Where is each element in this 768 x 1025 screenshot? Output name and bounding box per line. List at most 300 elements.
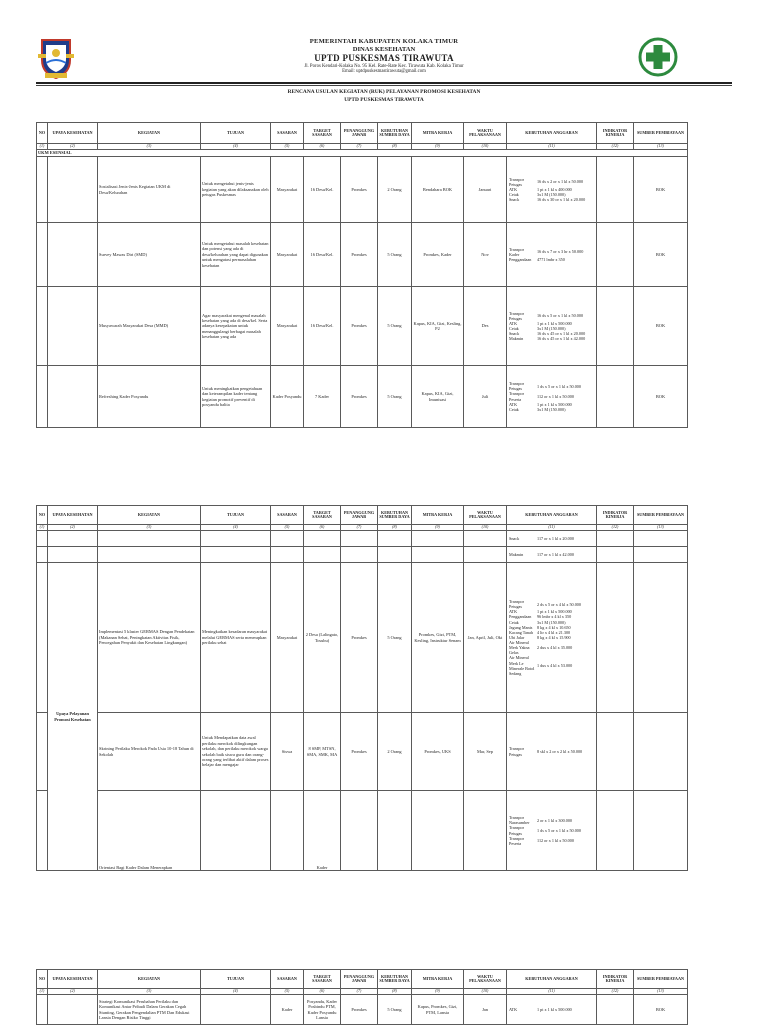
col-number: (2) xyxy=(48,525,98,531)
pj-cell: Promkes xyxy=(341,287,378,366)
pj-cell: Promkes xyxy=(341,713,378,791)
anggaran-calc: 1 pt x 1 kl x 500.000 xyxy=(537,609,572,615)
anggaran-cell xyxy=(507,287,597,366)
waktu-cell: Januari xyxy=(464,157,507,223)
ksd-cell: 5 Orang xyxy=(378,287,412,366)
empty-cell xyxy=(37,531,48,547)
col-number: (1) xyxy=(37,989,48,995)
col-number: (8) xyxy=(378,989,412,995)
col-waktu: WAKTU PELAKSANAAN xyxy=(464,970,507,989)
no-cell xyxy=(37,563,48,713)
col-number: (3) xyxy=(98,989,201,995)
anggaran-line xyxy=(508,197,595,202)
waktu-cell: Des xyxy=(464,287,507,366)
upaya-cell xyxy=(48,995,98,1025)
document-title xyxy=(0,88,768,105)
anggaran-list xyxy=(508,536,595,541)
anggaran-line xyxy=(508,177,595,187)
letterhead-address: Jl. Poros Kendari-Kolaka No. 95 Kel. Rate-Rate Kec. Tirawuta Kab. Kolaka Timur xyxy=(304,63,464,69)
indikator-cell xyxy=(597,287,634,366)
indikator-cell xyxy=(597,223,634,287)
indikator-cell xyxy=(597,563,634,713)
document-page-3 xyxy=(0,966,768,1024)
anggaran-line xyxy=(508,825,595,835)
pj-cell: Promkes xyxy=(341,157,378,223)
anggaran-calc: 1 pt x 1 kl x 500.000 xyxy=(537,1006,572,1012)
mitra-cell xyxy=(412,791,464,871)
indikator-cell xyxy=(597,791,634,871)
ksd-cell: 2 Orang xyxy=(378,713,412,791)
empty-cell xyxy=(304,547,341,563)
indikator-cell xyxy=(597,157,634,223)
anggaran-list xyxy=(508,599,595,676)
anggaran-item: Jagung Manis xyxy=(509,624,533,630)
anggaran-calc: 1 pt x 1 kl x 500.000 xyxy=(537,320,572,326)
table-row xyxy=(37,995,688,1025)
anggaran-list xyxy=(508,381,595,412)
col-kegiatan: KEGIATAN xyxy=(98,970,201,989)
kegiatan-cell: Refreshing Kader Posyandu xyxy=(98,366,201,428)
col-target: TARGET SASARAN xyxy=(304,506,341,525)
empty-cell xyxy=(378,531,412,547)
indikator-cell xyxy=(597,366,634,428)
col-number: (4) xyxy=(201,989,271,995)
no-cell xyxy=(37,791,48,871)
col-kegiatan: KEGIATAN xyxy=(98,123,201,144)
empty-cell xyxy=(634,547,688,563)
letterhead-department: DINAS KESEHATAN xyxy=(352,45,416,53)
carry-row xyxy=(37,531,688,547)
kegiatan-cell: Strategi Komunikasi Perubahan Perilaku dan Komunikasi Antar Pribadi Dalam Gerakan Cegah Stunting, Gerakan Pengendalian PTM Dan Edukasi Lansia Dengan Risiko Tinggi xyxy=(98,995,201,1025)
sasaran-cell: Masyarakat xyxy=(271,287,304,366)
letterhead-government: PEMERINTAH KABUPATEN KOLAKA TIMUR xyxy=(309,38,459,45)
col-tujuan: TUJUAN xyxy=(201,970,271,989)
anggaran-calc: 2 ds x 5 or x 4 kl x 50.000 xyxy=(537,601,581,607)
page-3-body xyxy=(37,995,688,1025)
kegiatan-cell: Survey Mawas Diri (SMD) xyxy=(98,223,201,287)
indikator-cell xyxy=(597,995,634,1025)
document-title-line2: UPTD PUSKESMAS TIRAWUTA xyxy=(344,97,424,104)
anggaran-cell xyxy=(507,995,597,1025)
anggaran-item: Air Mineral Merk Le Minerale Botol Sedang xyxy=(509,655,535,676)
anggaran-calc: 1 pt x 1 kl x 400.000 xyxy=(537,186,572,192)
mitra-cell: Kapus, KIA, Gizi, Kesling, P2 xyxy=(412,287,464,366)
anggaran-calc: 117 or x 1 kl x 42.000 xyxy=(537,551,574,557)
upaya-cell: Upaya Pelayanan Promosi Kesehatan xyxy=(48,563,98,871)
col-number: (10) xyxy=(464,144,507,150)
document-page-2 xyxy=(0,502,768,870)
letterhead-unit: UPTD PUSKESMAS TIRAWUTA xyxy=(314,53,454,64)
col-mitra: MITRA KERJA xyxy=(412,506,464,525)
col-sumber: SUMBER PEMBIAYAAN xyxy=(634,506,688,525)
anggaran-line xyxy=(508,257,595,262)
anggaran-line xyxy=(508,1007,595,1012)
pj-cell: Promkes xyxy=(341,223,378,287)
anggaran-cell xyxy=(507,713,597,791)
anggaran-cell xyxy=(507,366,597,428)
anggaran-item: ATK xyxy=(509,401,518,407)
col-number: (5) xyxy=(271,144,304,150)
kegiatan-cell: Orientasi Bagi Kader Dalam Menerapkan xyxy=(98,791,201,871)
page-2-body xyxy=(37,531,688,871)
upaya-cell xyxy=(48,157,98,223)
anggaran-item: Transpor Petugas xyxy=(509,310,524,321)
sasaran-cell: Masyarakat xyxy=(271,563,304,713)
anggaran-cell xyxy=(507,791,597,871)
ruk-table-page-2 xyxy=(36,505,688,871)
anggaran-calc: 2 dus x 4 kl x 35.000 xyxy=(537,645,573,651)
anggaran-item: Makmin xyxy=(509,336,524,342)
sumber-cell: BOK xyxy=(634,366,688,428)
col-target: TARGET SASARAN xyxy=(304,123,341,144)
empty-cell xyxy=(98,547,201,563)
anggaran-calc: 8 skl x 2 or x 2 kl x 50.000 xyxy=(537,748,583,754)
anggaran-item: Air Mineral Merk Yakna Gelas xyxy=(509,640,530,656)
anggaran-cell xyxy=(507,563,597,713)
anggaran-line xyxy=(508,381,595,391)
anggaran-list xyxy=(508,311,595,342)
anggaran-list xyxy=(508,247,595,262)
col-number: (7) xyxy=(341,989,378,995)
anggaran-calc: 4771 lmbr x 350 xyxy=(537,257,565,263)
ruk-table-page-1 xyxy=(36,122,688,428)
target-cell: 8 SMP, MTSN, SMA, SMK, MA xyxy=(304,713,341,791)
anggaran-item: Cetak xyxy=(509,619,519,625)
section-row xyxy=(37,150,688,157)
sumber-cell xyxy=(634,791,688,871)
col-target: TARGET SASARAN xyxy=(304,970,341,989)
anggaran-calc: 16 ds x 45 or x 1 kl x 20.000 xyxy=(537,331,586,337)
anggaran-calc: 1 pt x 1 kl x 500.000 xyxy=(537,401,572,407)
pj-cell xyxy=(341,791,378,871)
col-mitra: MITRA KERJA xyxy=(412,970,464,989)
anggaran-line xyxy=(508,815,595,825)
tujuan-cell: Untuk mengetahui jenis-jenis kegiatan yang akan dilaksanakan oleh petugas Puskesmas xyxy=(201,157,271,223)
anggaran-calc: 16 ds x 45 or x 1 kl x 42.000 xyxy=(537,336,586,342)
sumber-cell xyxy=(634,713,688,791)
table-row xyxy=(37,563,688,713)
anggaran-calc: 117 or x 1 kl x 20.000 xyxy=(537,535,574,541)
empty-cell xyxy=(597,531,634,547)
empty-cell xyxy=(201,547,271,563)
col-upaya: UPAYA KESEHATAN xyxy=(48,970,98,989)
upaya-cell xyxy=(48,287,98,366)
kegiatan-cell: Sosialisasi Jenis-Jenis Kegiatan UKM di Desa/Kelurahan xyxy=(98,157,201,223)
col-number: (5) xyxy=(271,525,304,531)
col-number: (6) xyxy=(304,525,341,531)
col-number: (13) xyxy=(634,989,688,995)
anggaran-line xyxy=(508,391,595,401)
empty-cell xyxy=(37,547,48,563)
col-sumber: SUMBER PEMBIAYAAN xyxy=(634,970,688,989)
col-sasaran: SASARAN xyxy=(271,123,304,144)
anggaran-item: Cetak xyxy=(509,406,519,412)
empty-cell xyxy=(341,547,378,563)
anggaran-item: Cetak xyxy=(509,192,519,198)
col-number: (4) xyxy=(201,144,271,150)
col-anggaran: KEBUTUHAN ANGGARAN xyxy=(507,506,597,525)
col-number: (12) xyxy=(597,144,634,150)
no-cell xyxy=(37,713,48,791)
ksd-cell: 5 Orang xyxy=(378,995,412,1025)
no-cell xyxy=(37,366,48,428)
sumber-cell: BOK xyxy=(634,995,688,1025)
no-cell xyxy=(37,223,48,287)
anggaran-item: Snack xyxy=(509,197,520,203)
ksd-cell: 5 Orang xyxy=(378,563,412,713)
anggaran-item: Ubi Jalar xyxy=(509,634,525,640)
col-mitra: MITRA KERJA xyxy=(412,123,464,144)
anggaran-calc: 4 ltr x 4 kl x 21.300 xyxy=(537,629,571,635)
mitra-cell: Promkes, Gizi, PTM, Kesling, Instruktur Senam xyxy=(412,563,464,713)
letterhead-email: Email: uptdpuskesmastirawuta@gmail.com xyxy=(342,69,426,75)
col-number: (4) xyxy=(201,525,271,531)
empty-cell xyxy=(271,531,304,547)
mitra-cell: Bendahara BOK xyxy=(412,157,464,223)
tujuan-cell: Untuk meningkatkan pengetahuan dan keterampilan kader tentang kegiatan promotif preventif di posyandu balita xyxy=(201,366,271,428)
anggaran-calc: 16 ds x 7 or x 3 hr x 50.000 xyxy=(537,249,584,255)
no-cell xyxy=(37,995,48,1025)
anggaran-item: Transpor Petugas xyxy=(509,746,524,757)
anggaran-item: Penggandaan xyxy=(509,257,532,263)
col-number: (7) xyxy=(341,525,378,531)
col-sasaran: SASARAN xyxy=(271,506,304,525)
upaya-cell xyxy=(48,366,98,428)
document-title-line1: RENCANA USULAN KEGIATAN (RUK) PELAYANAN PROMOSI KESEHATAN xyxy=(287,89,481,95)
anggaran-calc: 3x1 M (150.000) xyxy=(537,192,566,198)
col-number: (11) xyxy=(507,525,597,531)
no-cell xyxy=(37,157,48,223)
empty-cell xyxy=(341,531,378,547)
col-upaya: UPAYA KESEHATAN xyxy=(48,123,98,144)
col-number: (11) xyxy=(507,144,597,150)
letterhead xyxy=(0,38,768,75)
anggaran-list xyxy=(508,177,595,203)
col-ksd: KEBUTUHAN SUMBER DAYA xyxy=(378,506,412,525)
anggaran-calc: 8 kg x 4 kl x 10.650 xyxy=(537,624,571,630)
anggaran-line xyxy=(508,536,595,541)
empty-cell xyxy=(597,547,634,563)
target-cell: 7 Kader xyxy=(304,366,341,428)
col-number: (9) xyxy=(412,525,464,531)
waktu-cell: Juli xyxy=(464,366,507,428)
col-kegiatan: KEGIATAN xyxy=(98,506,201,525)
sumber-cell xyxy=(634,563,688,713)
col-indikator: INDIKATOR KINERJA xyxy=(597,123,634,144)
anggaran-item: ATK xyxy=(509,1006,518,1012)
document-page-1 xyxy=(0,0,768,430)
anggaran-calc: 2 or x 1 kl x 300.000 xyxy=(537,817,573,823)
anggaran-line xyxy=(508,746,595,756)
empty-cell xyxy=(98,531,201,547)
table-row xyxy=(37,157,688,223)
waktu-cell: Jan, April, Juli, Okt xyxy=(464,563,507,713)
anggaran-line xyxy=(508,640,595,655)
col-number: (7) xyxy=(341,144,378,150)
col-number: (2) xyxy=(48,989,98,995)
waktu-cell: Nov xyxy=(464,223,507,287)
mitra-cell: Promkes, Kader xyxy=(412,223,464,287)
col-no: NO xyxy=(37,506,48,525)
tujuan-cell: Meningkatkan kesadaran masyarakat melalui GERMAS serta menerapkan perilaku sehat xyxy=(201,563,271,713)
col-number: (3) xyxy=(98,144,201,150)
kegiatan-cell: Skrining Perilaku Merokok Pada Usia 10-18 Tahun di Sekolah xyxy=(98,713,201,791)
col-number: (13) xyxy=(634,525,688,531)
col-number: (13) xyxy=(634,144,688,150)
no-cell xyxy=(37,287,48,366)
empty-cell xyxy=(48,531,98,547)
col-pj: PENANGGUNG JAWAB xyxy=(341,123,378,144)
ruk-table-page-3 xyxy=(36,969,688,1025)
anggaran-cell xyxy=(507,531,597,547)
anggaran-cell xyxy=(507,157,597,223)
col-sumber: SUMBER PEMBIAYAAN xyxy=(634,123,688,144)
section-label: UKM ESENSIAL xyxy=(37,150,688,157)
empty-cell xyxy=(378,547,412,563)
ksd-cell xyxy=(378,791,412,871)
col-pj: PENANGGUNG JAWAB xyxy=(341,506,378,525)
sasaran-cell xyxy=(271,791,304,871)
anggaran-calc: 16 ds x 5 or x 1 kl x 50.000 xyxy=(537,313,584,319)
col-number: (10) xyxy=(464,989,507,995)
col-anggaran: KEBUTUHAN ANGGARAN xyxy=(507,123,597,144)
col-number: (6) xyxy=(304,144,341,150)
indikator-cell xyxy=(597,713,634,791)
ksd-cell: 2 Orang xyxy=(378,157,412,223)
col-number: (12) xyxy=(597,989,634,995)
anggaran-item: Snack xyxy=(509,535,520,541)
table-header-row xyxy=(37,123,688,144)
col-number: (11) xyxy=(507,989,597,995)
sasaran-cell: Kader Posyandu xyxy=(271,366,304,428)
anggaran-cell xyxy=(507,223,597,287)
empty-cell xyxy=(201,531,271,547)
target-cell: 16 Desa/Kel. xyxy=(304,223,341,287)
anggaran-item: Transpor Peserta xyxy=(509,835,524,846)
anggaran-item: Transpor Petugas xyxy=(509,176,524,187)
target-cell: Posyandu, Kader Posbindu PTM, Kader Posyandu Lansia xyxy=(304,995,341,1025)
anggaran-line xyxy=(508,836,595,846)
tujuan-cell xyxy=(201,995,271,1025)
anggaran-calc: 1 ds x 5 or x 1 kl x 50.000 xyxy=(537,827,581,833)
pj-cell: Promkes xyxy=(341,995,378,1025)
col-number: (1) xyxy=(37,144,48,150)
pj-cell: Promkes xyxy=(341,563,378,713)
waktu-cell: Mar, Sep xyxy=(464,713,507,791)
tujuan-cell xyxy=(201,791,271,871)
sumber-cell: BOK xyxy=(634,223,688,287)
empty-cell xyxy=(464,547,507,563)
anggaran-calc: 3x1 M (150.000) xyxy=(537,406,566,412)
mitra-cell: Kapus, KIA, Gizi, Imunisasi xyxy=(412,366,464,428)
col-number: (6) xyxy=(304,989,341,995)
table-row xyxy=(37,366,688,428)
empty-cell xyxy=(271,547,304,563)
anggaran-calc: 3x1 M (150.000) xyxy=(537,326,566,331)
col-number: (3) xyxy=(98,525,201,531)
col-indikator: INDIKATOR KINERJA xyxy=(597,970,634,989)
anggaran-calc: 112 or x 1 kl x 50.000 xyxy=(537,838,574,844)
col-no: NO xyxy=(37,970,48,989)
carry-row xyxy=(37,547,688,563)
table-header-row xyxy=(37,970,688,989)
letterhead-divider-thin xyxy=(36,85,732,86)
col-waktu: WAKTU PELAKSANAAN xyxy=(464,506,507,525)
col-sasaran: SASARAN xyxy=(271,970,304,989)
anggaran-item: Transpor Petugas xyxy=(509,825,524,836)
col-ksd: KEBUTUHAN SUMBER DAYA xyxy=(378,970,412,989)
anggaran-calc: 8 kg x 4 kl x 15.900 xyxy=(537,634,571,640)
table-row xyxy=(37,713,688,791)
kegiatan-cell: Implementasi 5 klaster GERMAS Dengan Pendekatan (Makanan Sehat, Peningkatan Aktivitas Fisik, Pencegahan Penyakit dan Kesehatan Lingkungan) xyxy=(98,563,201,713)
empty-cell xyxy=(634,531,688,547)
col-upaya: UPAYA KESEHATAN xyxy=(48,506,98,525)
col-waktu: WAKTU PELAKSANAAN xyxy=(464,123,507,144)
col-number: (9) xyxy=(412,144,464,150)
target-cell: 16 Desa/Kel. xyxy=(304,287,341,366)
pj-cell: Promkes xyxy=(341,366,378,428)
anggaran-calc: 16 ds x 2 or x 1 kl x 50.000 xyxy=(537,179,584,185)
waktu-cell: Jan xyxy=(464,995,507,1025)
anggaran-item: ATK xyxy=(509,320,518,326)
target-cell: 2 Desa (Lalingato, Tosubu) xyxy=(304,563,341,713)
target-cell: 16 Desa/Kel. xyxy=(304,157,341,223)
anggaran-line xyxy=(508,599,595,609)
kegiatan-cell: Musyawarah Masyarakat Desa (MMD) xyxy=(98,287,201,366)
col-tujuan: TUJUAN xyxy=(201,123,271,144)
col-ksd: KEBUTUHAN SUMBER DAYA xyxy=(378,123,412,144)
anggaran-item: Cetak xyxy=(509,326,519,331)
sumber-cell: BOK xyxy=(634,287,688,366)
ksd-cell: 5 Orang xyxy=(378,223,412,287)
empty-cell xyxy=(412,531,464,547)
anggaran-line xyxy=(508,407,595,412)
sasaran-cell: Masyarakat xyxy=(271,157,304,223)
ksd-cell: 5 Orang xyxy=(378,366,412,428)
anggaran-cell xyxy=(507,547,597,563)
anggaran-list xyxy=(508,552,595,557)
sumber-cell: BOK xyxy=(634,157,688,223)
anggaran-item: ATK xyxy=(509,186,518,192)
waktu-cell xyxy=(464,791,507,871)
page-1-body xyxy=(37,157,688,428)
anggaran-item: Transpor Petugas xyxy=(509,381,524,392)
anggaran-list xyxy=(508,1007,595,1012)
col-no: NO xyxy=(37,123,48,144)
target-cell: Kader xyxy=(304,791,341,871)
anggaran-calc: 96 lmbr x 4 kl x 350 xyxy=(537,614,572,620)
anggaran-calc: 16 ds x 30 or x 1 kl x 20.000 xyxy=(537,197,586,203)
anggaran-calc: 1 dus x 4 kl x 53.000 xyxy=(537,663,573,669)
anggaran-item: Transpor Peserta xyxy=(509,391,524,402)
tujuan-cell: Untuk Mendapatkan data awal perilaku merokok dilingkungan sekolah, dan perilaku merokok warga sekolah baik siswa guru dan orang-orang yang terlibat aktif dalam proses belajar dan mengajar xyxy=(201,713,271,791)
empty-cell xyxy=(304,531,341,547)
col-number: (10) xyxy=(464,525,507,531)
tujuan-cell: Untuk mengetahui masalah kesehatan dan potensi yang ada di desa/kelurahan yang dapat digunakan untuk mengatasi permasalahan kesehatan xyxy=(201,223,271,287)
anggaran-item: Transpor Kader xyxy=(509,246,524,257)
mitra-cell: Promkes, UKS xyxy=(412,713,464,791)
anggaran-item: Snack xyxy=(509,331,520,337)
col-number: (1) xyxy=(37,525,48,531)
col-number: (8) xyxy=(378,144,412,150)
col-number: (9) xyxy=(412,989,464,995)
sasaran-cell: Siswa xyxy=(271,713,304,791)
anggaran-item: Makmin xyxy=(509,551,524,557)
col-number: (12) xyxy=(597,525,634,531)
anggaran-list xyxy=(508,746,595,756)
anggaran-calc: 112 or x 1 kl x 50.000 xyxy=(537,393,574,399)
anggaran-line xyxy=(508,336,595,341)
